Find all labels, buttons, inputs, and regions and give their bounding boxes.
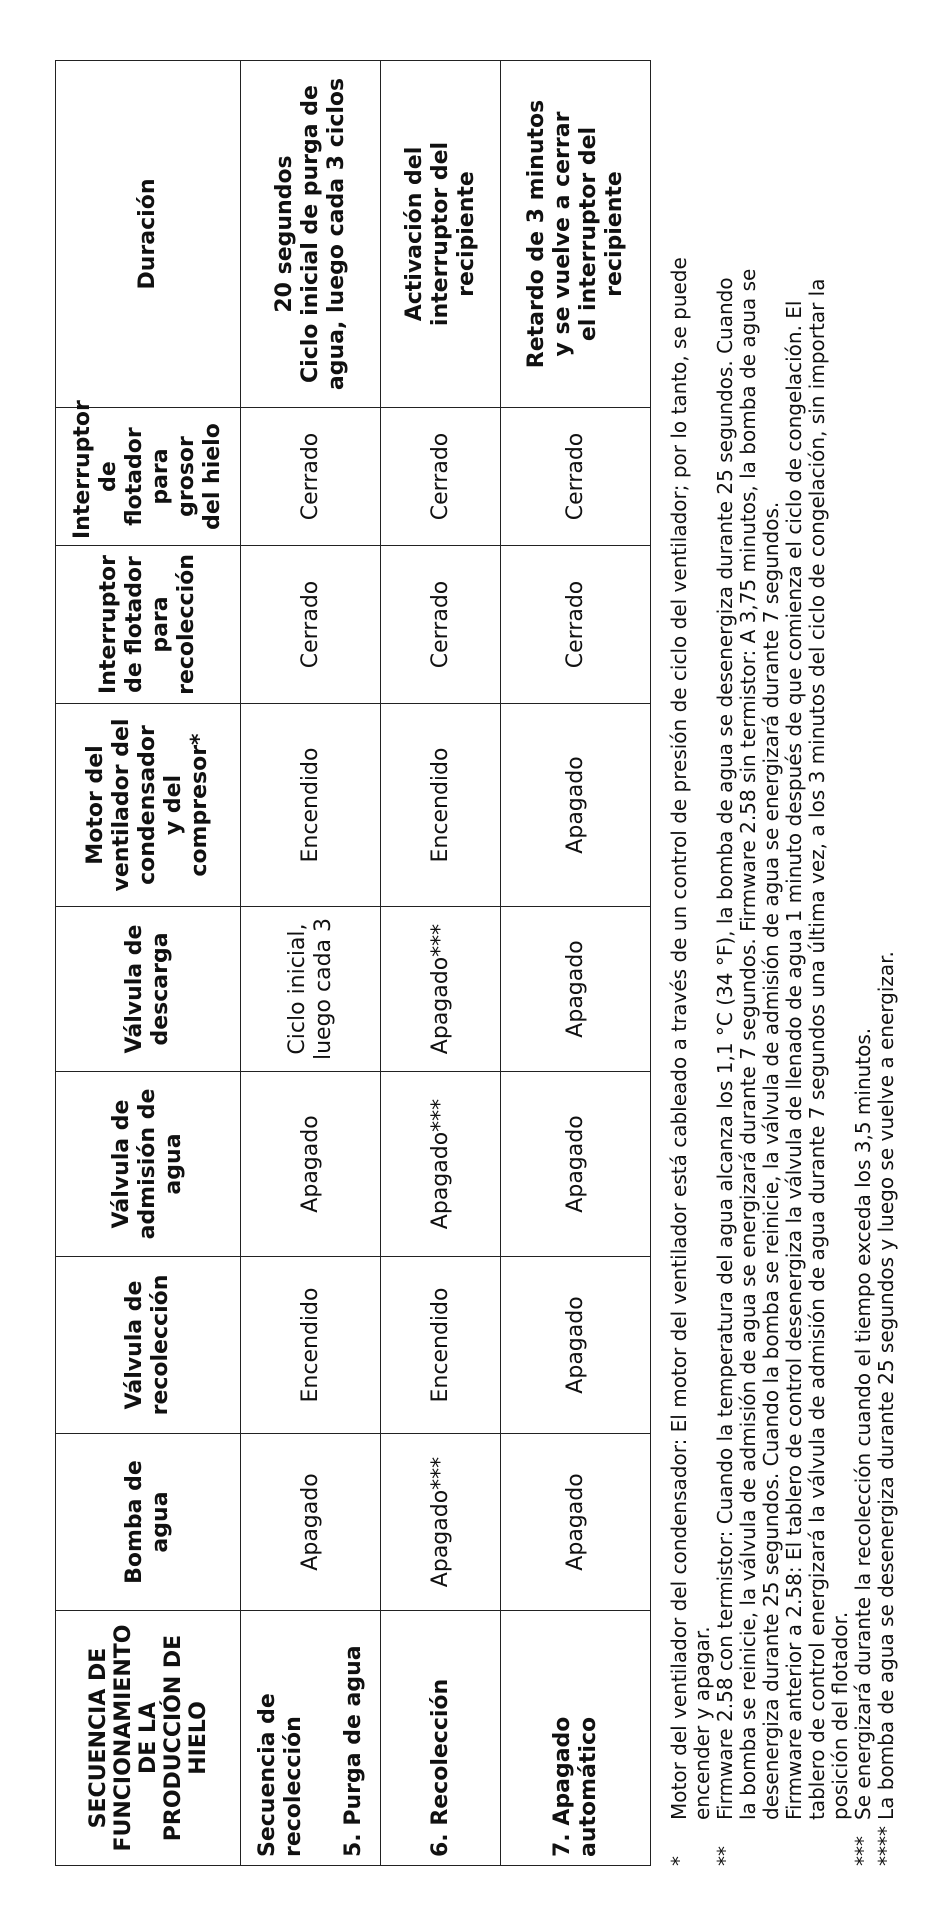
cell-duration xyxy=(241,61,381,408)
footnote-line: Se energizará durante la recolección cuando el tiempo exceda los 3,5 minutos. xyxy=(851,1027,875,1820)
header-inlet-valve xyxy=(56,1072,241,1257)
text-line: para xyxy=(148,596,173,653)
text-line: Activación del xyxy=(401,146,427,322)
cell-dump-valve xyxy=(241,907,381,1072)
footnote-line: Motor del ventilador del condensador: El motor del ventilador está cableado a través de un control de presión de ciclo del ventilador; por lo tanto, se puede xyxy=(667,257,691,1820)
footnote-marker: ** xyxy=(713,1846,737,1866)
footnote xyxy=(875,46,898,1866)
footnote-line: encender y apagar. xyxy=(690,1626,714,1820)
text-line: SECUENCIA DE xyxy=(85,1647,111,1829)
text-line: admisión de xyxy=(135,1088,160,1240)
text-line: automático xyxy=(575,1716,601,1857)
text-line: interruptor del xyxy=(427,141,453,327)
row-name-auto-shutoff xyxy=(501,1611,651,1866)
text-line: compresor* xyxy=(187,733,212,877)
text-line: FUNCIONAMIENTO xyxy=(110,1624,136,1852)
header-duration xyxy=(56,61,241,408)
cell-harvest-float: Cerrado xyxy=(501,546,651,704)
footnote-line: la bomba se reinicie, la válvula de admisión de agua se energizará durante 7 segundos. Firmware 2.58 sin termistor: A 3,75 minutos, la bomba de agua se xyxy=(736,268,760,1820)
text-line: 7. Apagado xyxy=(549,1716,575,1857)
footnote-marker: *** xyxy=(851,1836,875,1866)
text-line: recolección xyxy=(174,554,199,695)
footnote xyxy=(668,46,714,1866)
text-line: y se vuelve a cerrar xyxy=(549,111,575,357)
text-line: Bomba de xyxy=(122,1460,147,1584)
cell-inlet-valve: Apagado xyxy=(501,1072,651,1257)
text-line: Válvula de xyxy=(122,1280,147,1410)
cell-fan-motor: Apagado xyxy=(501,704,651,907)
text-line: Válvula de xyxy=(109,1099,134,1229)
text-line: luego cada 3 xyxy=(310,917,336,1061)
footnote-line: posición del flotador. xyxy=(828,1611,852,1820)
text-line: agua xyxy=(161,1133,186,1195)
text-line: para grosor xyxy=(148,436,199,517)
text-line: 20 segundos xyxy=(271,155,297,313)
cell-water-pump: Apagado xyxy=(241,1434,381,1611)
cell-fan-motor: Encendido xyxy=(241,704,381,907)
text-line: agua, luego cada 3 ciclos xyxy=(323,77,349,391)
text-line: y del xyxy=(161,774,186,836)
cell-thickness-float: Cerrado xyxy=(501,408,651,546)
cell-thickness-float: Cerrado xyxy=(241,408,381,546)
footnote-line: desenergiza durante 25 segundos. Cuando la bomba se reinicie, la válvula de admisión de agua se energizará durante 7 segundos. xyxy=(759,501,783,1820)
footnotes xyxy=(668,46,898,1866)
text-line: recipiente xyxy=(601,171,627,297)
text-line: PRODUCCIÓN DE xyxy=(160,1634,186,1842)
ice-production-sequence-table xyxy=(55,60,651,1866)
cell-harvest-float: Cerrado xyxy=(241,546,381,704)
text-line: Ciclo inicial, xyxy=(284,923,310,1055)
cell-duration xyxy=(501,61,651,408)
text-line: de flotador xyxy=(122,556,147,693)
text-line: descarga xyxy=(148,932,173,1046)
text-line: condensador xyxy=(135,725,160,885)
text-line: ventilador del xyxy=(109,718,134,892)
header-harvest-valve xyxy=(56,1257,241,1434)
text-line: de flotador xyxy=(96,427,147,526)
table-row xyxy=(241,61,381,1866)
footnote-text xyxy=(714,46,852,1820)
footnote-text xyxy=(668,46,714,1820)
cell-water-pump: Apagado xyxy=(501,1434,651,1611)
table-row xyxy=(381,61,501,1866)
footnote-line: La bomba de agua se desenergiza durante 25 segundos y luego se vuelve a energizar. xyxy=(874,951,898,1820)
cell-harvest-valve: Encendido xyxy=(241,1257,381,1434)
footnote-line: Firmware anterior a 2.58: El tablero de control desenergiza la válvula de llenado de agua 1 minuto después de que comienza el ciclo de congelación. El xyxy=(782,300,806,1820)
footnote-text xyxy=(875,46,898,1820)
cell-duration xyxy=(381,61,501,408)
footnote xyxy=(714,46,852,1866)
cell-inlet-valve: Apagado xyxy=(241,1072,381,1257)
header-sequence xyxy=(56,1611,241,1866)
text-line: Interruptor xyxy=(70,400,95,539)
text-line: recolección xyxy=(148,1274,173,1416)
footnote-marker: * xyxy=(667,1856,691,1866)
cell-water-pump: Apagado*** xyxy=(381,1434,501,1611)
cell-fan-motor: Encendido xyxy=(381,704,501,907)
table-row xyxy=(501,61,651,1866)
header-water-pump xyxy=(56,1434,241,1611)
row-name-harvest: 6. Recolección xyxy=(381,1611,501,1866)
cell-harvest-valve: Apagado xyxy=(501,1257,651,1434)
cell-dump-valve: Apagado*** xyxy=(381,907,501,1072)
row-name-water-purge: Secuencia de recolección 5. Purga de agua xyxy=(241,1611,381,1866)
cell-harvest-float: Cerrado xyxy=(381,546,501,704)
text-line: del hielo xyxy=(200,423,225,530)
footnote-marker: **** xyxy=(874,1826,898,1866)
text-line: Válvula de xyxy=(122,924,147,1054)
footnote-text xyxy=(852,46,875,1820)
text-line: DE LA xyxy=(135,1702,161,1774)
text-line: agua xyxy=(148,1491,173,1553)
text-line: Motor del xyxy=(83,745,108,865)
cell-harvest-valve: Encendido xyxy=(381,1257,501,1434)
cell-inlet-valve: Apagado*** xyxy=(381,1072,501,1257)
footnote-line: tablero de control energizará la válvula de admisión de agua durante 7 segundos una última vez, a los 3 minutos del ciclo de congelación, sin importar la xyxy=(805,278,829,1820)
header-row xyxy=(56,61,241,1866)
text-line: Interruptor xyxy=(96,555,121,694)
text-line: recipiente xyxy=(453,171,479,297)
footnote xyxy=(852,46,875,1866)
text-line: Retardo de 3 minutos xyxy=(523,99,549,369)
header-thickness-float xyxy=(56,400,241,546)
text-line: el interruptor del xyxy=(575,126,601,342)
cell-dump-valve: Apagado xyxy=(501,907,651,1072)
text-line: Duración xyxy=(135,178,160,290)
header-fan-motor xyxy=(56,704,241,907)
footnote-line: Firmware 2.58 con termistor: Cuando la temperatura del agua alcanza los 1,1 °C (34 °F), la bomba de agua se desenergiza durante 25 segundos. Cuando xyxy=(713,277,737,1820)
text-line: HIELO xyxy=(185,1701,211,1775)
header-dump-valve xyxy=(56,907,241,1072)
header-harvest-float xyxy=(56,546,241,704)
text-line: Ciclo inicial de purga de xyxy=(297,85,323,383)
cell-thickness-float: Cerrado xyxy=(381,408,501,546)
